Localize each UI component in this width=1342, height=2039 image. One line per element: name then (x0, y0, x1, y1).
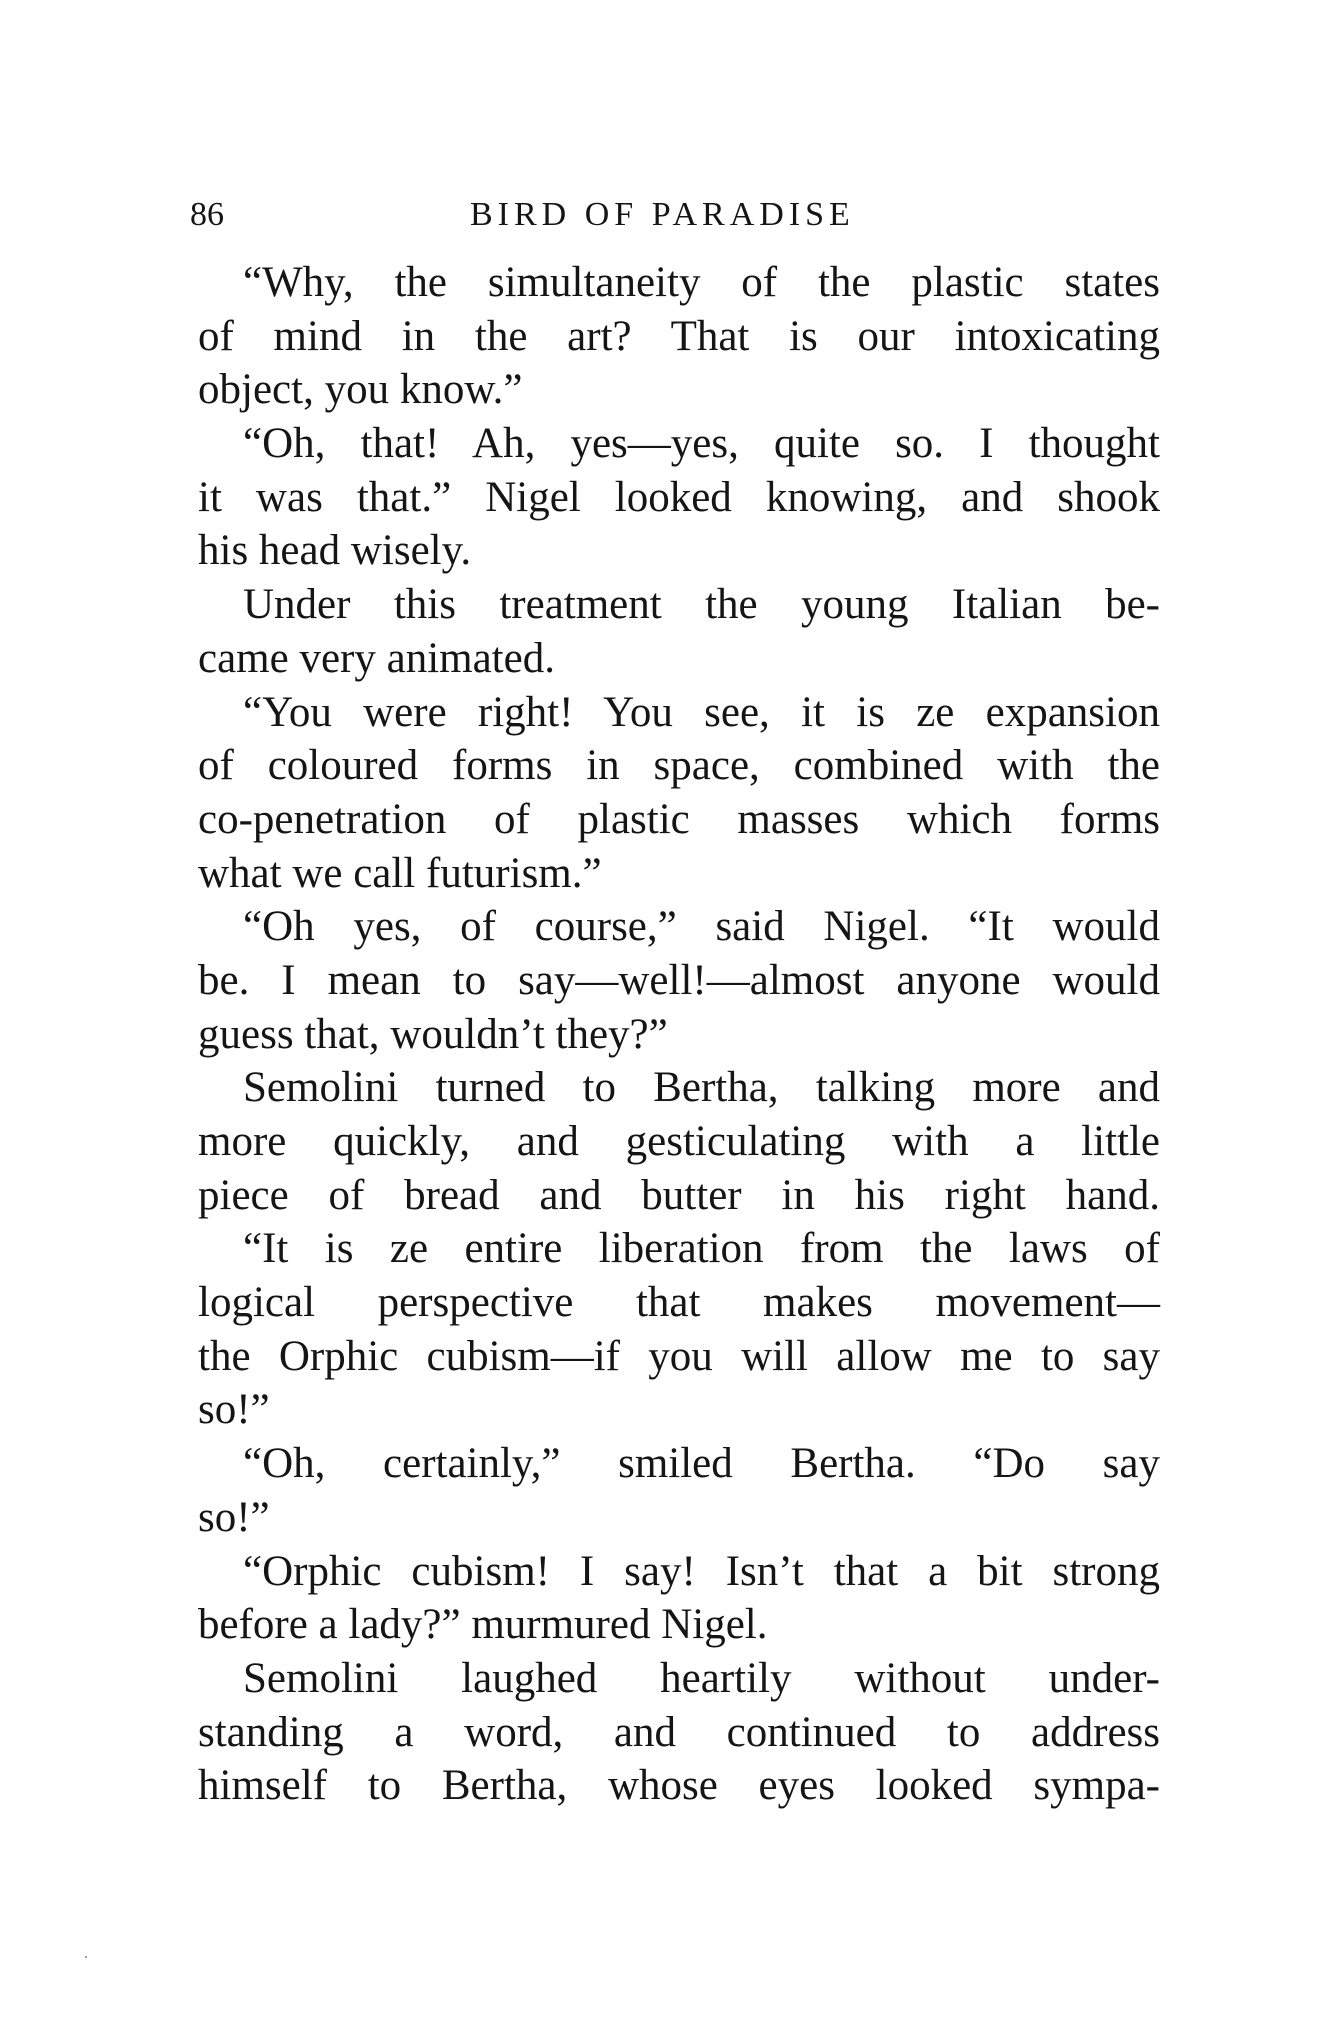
text-line: guess that, wouldn’t they?” (198, 1010, 668, 1058)
text-line: of coloured forms in space, combined with the (198, 742, 1160, 790)
body-text (198, 256, 1160, 1813)
text-line: Semolini turned to Bertha, talking more and (243, 1064, 1160, 1112)
text-line: be. I mean to say—well!—almost anyone would (198, 956, 1160, 1004)
text-line: what we call futurism.” (198, 849, 602, 897)
text-line: co-penetration of plastic masses which forms (198, 795, 1160, 843)
text-line: before a lady?” murmured Nigel. (198, 1601, 768, 1649)
text-line: “Oh, certainly,” smiled Bertha. “Do say (243, 1440, 1160, 1488)
text-line: Under this treatment the young Italian be- (243, 581, 1160, 629)
text-line: the Orphic cubism—if you will allow me to say (198, 1332, 1160, 1380)
text-line: Semolini laughed heartily without under- (243, 1654, 1160, 1702)
running-title: BIRD OF PARADISE (470, 196, 855, 233)
text-line: “Oh yes, of course,” said Nigel. “It would (243, 903, 1160, 951)
text-line: so!” (198, 1386, 270, 1434)
text-line: logical perspective that makes movement— (198, 1279, 1160, 1327)
text-line: piece of bread and butter in his right hand. (198, 1171, 1160, 1219)
text-line: his head wisely. (198, 527, 472, 575)
text-line: standing a word, and continued to address (198, 1708, 1160, 1756)
text-line: “Oh, that! Ah, yes—yes, quite so. I thought (243, 420, 1160, 468)
text-line: “You were right! You see, it is ze expansion (243, 688, 1160, 736)
text-line: “Orphic cubism! I say! Isn’t that a bit strong (243, 1547, 1160, 1595)
text-line: of mind in the art? That is our intoxicating (198, 312, 1160, 360)
text-line: “Why, the simultaneity of the plastic states (243, 259, 1160, 306)
text-line: more quickly, and gesticulating with a little (198, 1118, 1160, 1165)
scan-speck (85, 1956, 87, 1958)
text-line: himself to Bertha, whose eyes looked sympa- (198, 1762, 1160, 1810)
text-line: it was that.” Nigel looked knowing, and shook (198, 473, 1160, 521)
text-line: so!” (198, 1493, 270, 1541)
running-head (190, 190, 1190, 240)
text-line: came very animated. (198, 634, 555, 682)
text-line: object, you know.” (198, 366, 523, 414)
text-line: “It is ze entire liberation from the laws of (243, 1225, 1160, 1273)
page-number: 86 (190, 196, 224, 233)
